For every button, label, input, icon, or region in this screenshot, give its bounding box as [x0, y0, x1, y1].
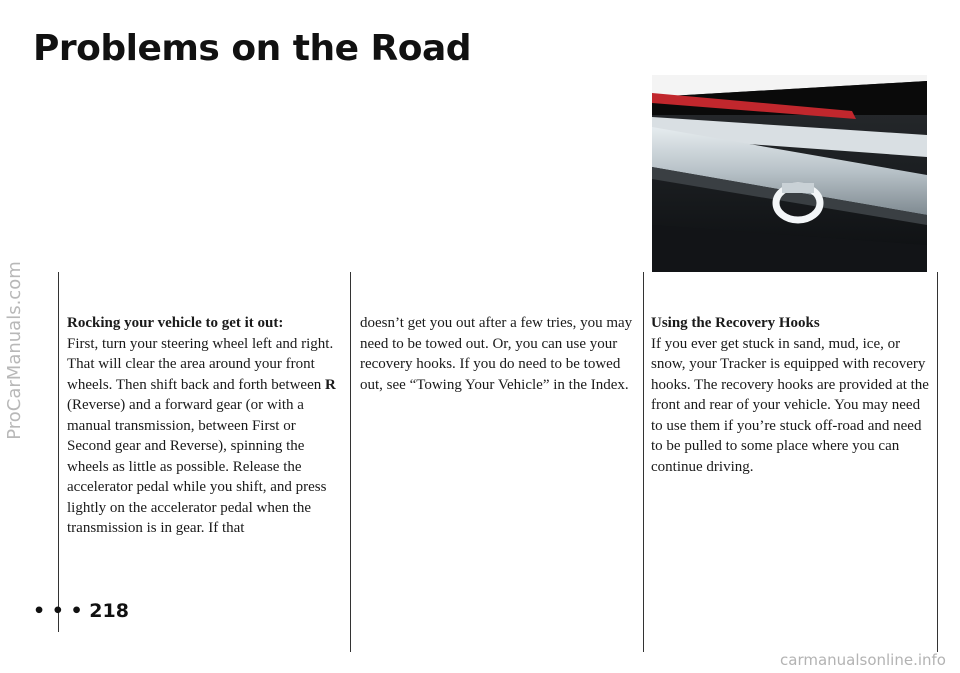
- towing-body: doesn’t get you out after a few tries, you may need to be towed out. Or, you can use your recovery hooks. If you do need to be towed out, see “Towing Your Vehicle” in the Index.: [360, 315, 633, 393]
- rocking-body: First, turn your steering wheel left and right. That will clear the area around your front wheels. Then shift back and forth between R (Reverse) and a forward gear (or with a manual transmission, between First or Second gear and Reverse), spinning the wheels as little as possible. Release the accelerator pedal while you shift, and press lightly on the accelerator pedal when the transmission is in gear. If that: [67, 335, 336, 536]
- page-title: Problems on the Road: [33, 28, 472, 69]
- page-number: • • • 218: [33, 600, 129, 622]
- side-watermark-text: ProCarManuals.com: [3, 260, 25, 440]
- bottom-watermark: carmanualsonline.info: [780, 651, 946, 669]
- column-1: [67, 313, 342, 539]
- column-rule-right: [643, 272, 644, 652]
- rocking-subheading: Rocking your vehicle to get it out:: [67, 315, 284, 331]
- column-3: [651, 313, 931, 477]
- column-rule-edge: [937, 272, 938, 652]
- side-watermark: [2, 70, 26, 630]
- recovery-hooks-body: If you ever get stuck in sand, mud, ice, or snow, your Tracker is equipped with recovery hooks. The recovery hooks are provided at the front and rear of your vehicle. You may need to use them if you’re stuck off-road and need to be pulled to some place where you can continue driving.: [651, 335, 929, 475]
- column-rule-left: [58, 272, 59, 632]
- recovery-hooks-subheading: Using the Recovery Hooks: [651, 315, 820, 331]
- column-rule-middle: [350, 272, 351, 652]
- column-2: [360, 313, 635, 395]
- recovery-hook-photo: [652, 75, 927, 272]
